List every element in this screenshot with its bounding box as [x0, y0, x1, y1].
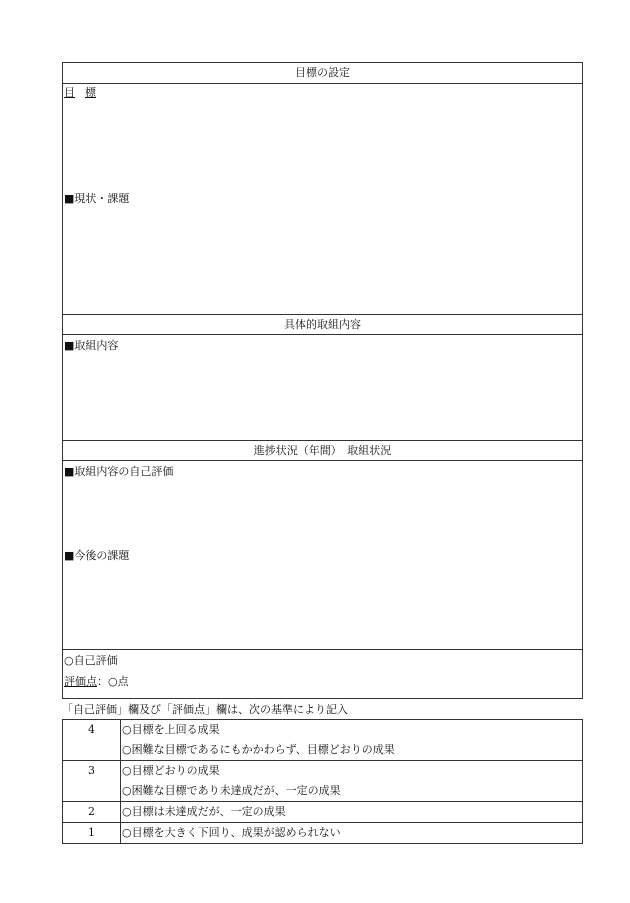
- criteria-line: ○目標を上回る成果: [122, 723, 220, 736]
- current-issues-label: ■現状・課題: [64, 192, 130, 205]
- score-label: 評価点: [64, 675, 97, 688]
- action-content-label: ■取組内容: [64, 339, 119, 352]
- criteria-score: 2: [63, 802, 121, 823]
- criteria-score: 3: [63, 761, 121, 802]
- score-row: [64, 674, 129, 690]
- criteria-description: [121, 720, 583, 761]
- criteria-line: ○困難な目標であり未達成だが、一定の成果: [122, 784, 341, 797]
- score-value: ：○点: [97, 675, 129, 688]
- self-evaluation-label: ○自己評価: [64, 654, 118, 667]
- criteria-line: ○目標は未達成だが、一定の成果: [122, 805, 286, 818]
- specific-actions-header: 具体的取組内容: [63, 314, 582, 335]
- criteria-row: [63, 761, 583, 802]
- self-eval-actions-label: ■取組内容の自己評価: [64, 465, 174, 478]
- criteria-line: ○困難な目標であるにもかかわらず、目標どおりの成果: [122, 743, 395, 756]
- criteria-description: [121, 802, 583, 823]
- criteria-row: [63, 823, 583, 844]
- goal-label-char-1: 目: [64, 86, 75, 99]
- self-eval-divider: [63, 649, 582, 650]
- criteria-score: 1: [63, 823, 121, 844]
- future-issues-label: ■今後の課題: [64, 549, 130, 562]
- goal-label-char-2: 標: [85, 86, 96, 99]
- criteria-row: [63, 802, 583, 823]
- progress-header: 進捗状況（年間） 取組状況: [63, 440, 582, 461]
- criteria-line: ○目標どおりの成果: [122, 764, 220, 777]
- criteria-description: [121, 761, 583, 802]
- criteria-line: ○目標を大きく下回り、成果が認められない: [122, 826, 341, 839]
- criteria-score: 4: [63, 720, 121, 761]
- criteria-description: [121, 823, 583, 844]
- criteria-note: 「自己評価」欄及び「評価点」欄は、次の基準により記入: [62, 703, 348, 716]
- criteria-table: [62, 719, 583, 844]
- goal-form: [62, 62, 583, 699]
- criteria-row: [63, 720, 583, 761]
- goal-setting-header: 目標の設定: [63, 63, 582, 84]
- goal-label: [64, 85, 96, 101]
